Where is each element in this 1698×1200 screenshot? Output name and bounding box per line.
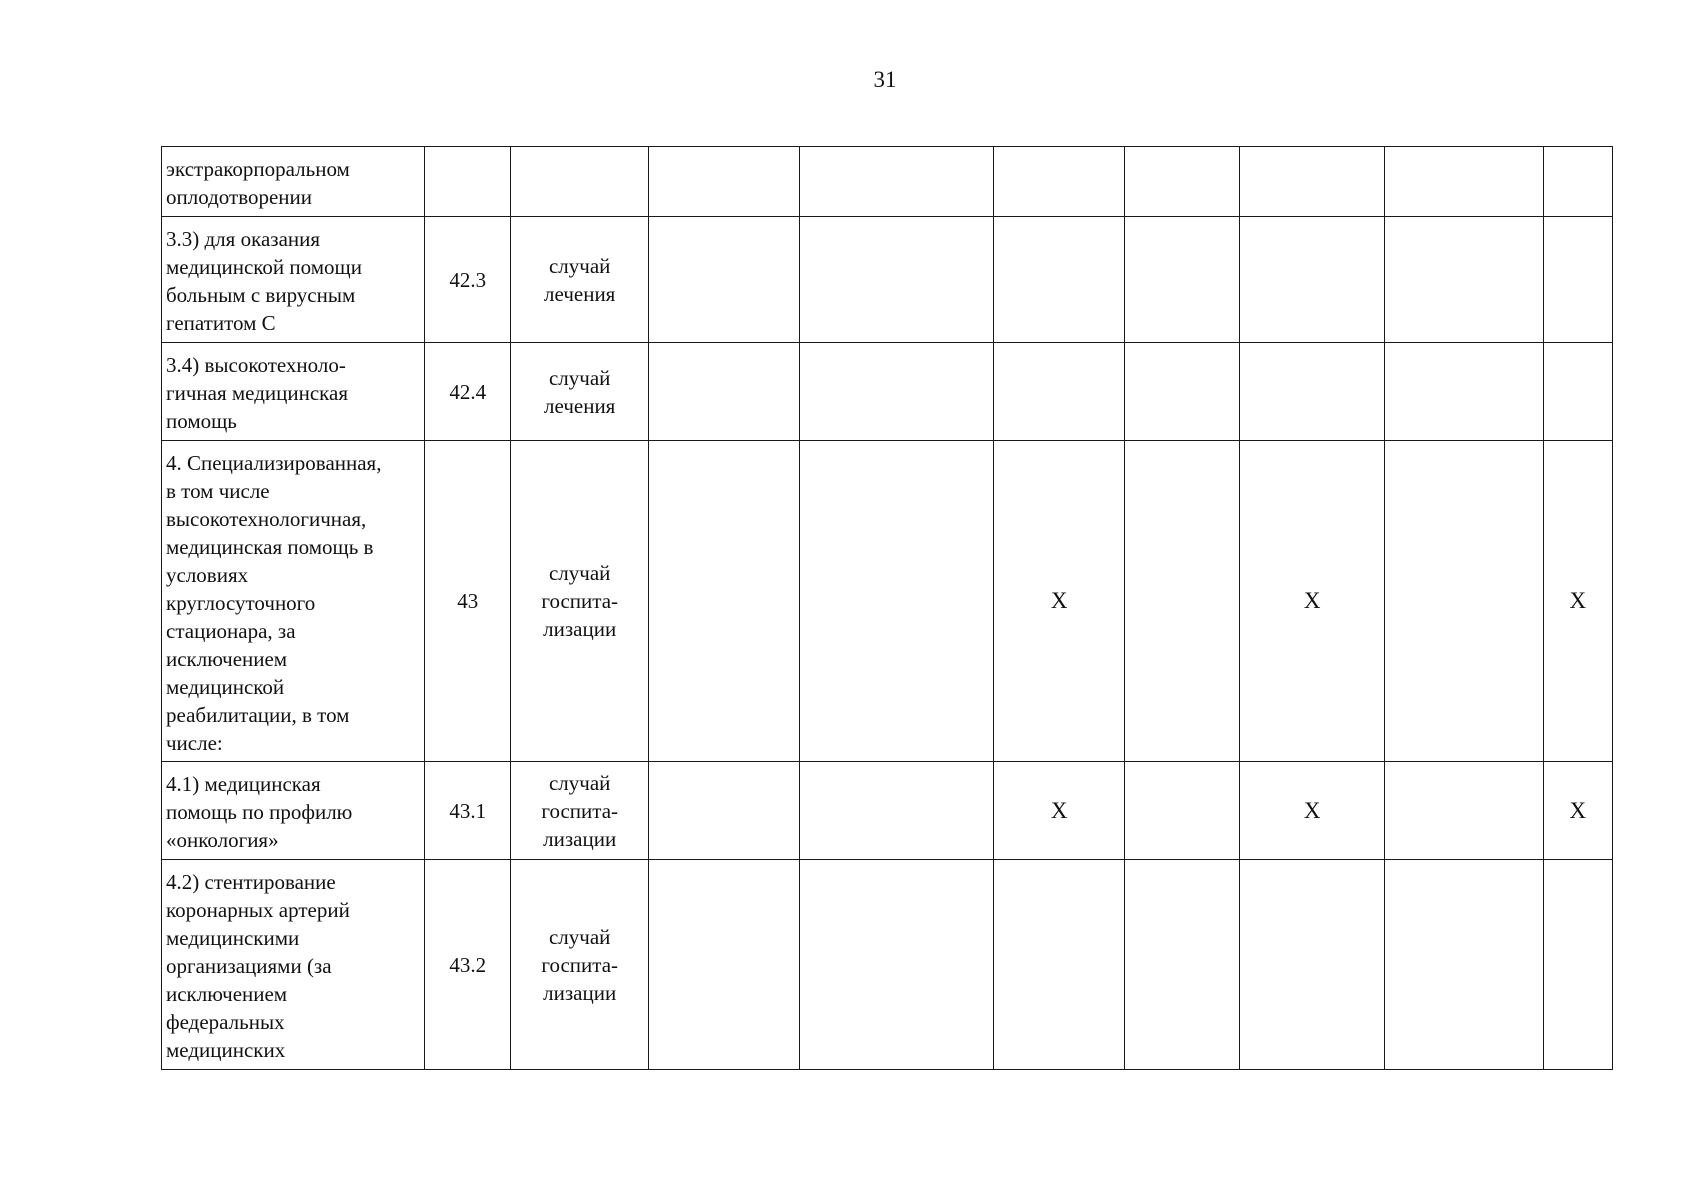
unit-line: случай xyxy=(548,253,611,278)
row-label-cell xyxy=(162,147,425,217)
value-cell xyxy=(1124,860,1239,1070)
unit-line: случай xyxy=(548,365,611,390)
code-cell: 43 xyxy=(425,441,511,762)
label-line: оплодотворении xyxy=(166,185,313,209)
unit-cell xyxy=(511,762,649,860)
label-line: условиях xyxy=(166,563,249,587)
label-line: коронарных артерий xyxy=(166,898,350,922)
x-mark-cell: X xyxy=(1240,441,1385,762)
value-cell xyxy=(1240,343,1385,441)
unit-cell xyxy=(511,343,649,441)
label-line: медицинская помощь в xyxy=(166,535,374,559)
value-cell xyxy=(1384,860,1543,1070)
label-line: в том числе xyxy=(166,479,270,503)
page-number: 31 xyxy=(873,67,897,92)
value-cell xyxy=(1124,343,1239,441)
table-row xyxy=(162,860,1613,1070)
label-line: 4.2) стентирование xyxy=(166,870,336,894)
value-cell xyxy=(994,343,1125,441)
label-line: федеральных xyxy=(166,1010,285,1034)
value-cell xyxy=(799,343,994,441)
row-label-cell xyxy=(162,343,425,441)
x-mark-cell: X xyxy=(1543,441,1612,762)
value-cell xyxy=(1384,343,1543,441)
value-cell xyxy=(994,217,1125,343)
label-line: медицинскими xyxy=(166,926,300,950)
value-cell xyxy=(1384,441,1543,762)
label-line: 4.1) медицинская xyxy=(166,772,321,796)
label-line: гичная медицинская xyxy=(166,381,349,405)
value-cell xyxy=(1124,217,1239,343)
value-cell xyxy=(1240,217,1385,343)
label-line: организациями (за xyxy=(166,954,332,978)
unit-line: лечения xyxy=(544,393,616,418)
label-line: медицинской помощи xyxy=(166,255,362,279)
value-cell xyxy=(1124,147,1239,217)
unit-line: лечения xyxy=(544,281,616,306)
value-cell xyxy=(648,441,799,762)
x-mark-cell: X xyxy=(1543,762,1612,860)
row-label-cell xyxy=(162,860,425,1070)
label-line: помощь по профилю xyxy=(166,800,353,824)
label-line: «онкология» xyxy=(166,828,279,852)
unit-cell xyxy=(511,147,649,217)
label-line: реабилитации, в том xyxy=(166,703,350,727)
data-table xyxy=(161,146,1613,1070)
unit-line: случай xyxy=(548,561,611,585)
value-cell xyxy=(799,762,994,860)
unit-line: случай xyxy=(548,924,611,949)
unit-line: лизации xyxy=(543,617,617,641)
row-label-cell xyxy=(162,441,425,762)
label-line: числе: xyxy=(166,731,223,755)
unit-line: лизации xyxy=(543,980,617,1005)
value-cell xyxy=(1240,147,1385,217)
unit-line: госпита- xyxy=(541,952,619,977)
code-cell: 42.4 xyxy=(425,343,511,441)
value-cell xyxy=(1543,217,1612,343)
table-row xyxy=(162,762,1613,860)
value-cell xyxy=(648,762,799,860)
label-line: экстракорпоральном xyxy=(166,157,350,181)
value-cell xyxy=(799,217,994,343)
value-cell xyxy=(1543,147,1612,217)
value-cell xyxy=(648,343,799,441)
value-cell xyxy=(799,441,994,762)
value-cell xyxy=(1384,217,1543,343)
value-cell xyxy=(648,147,799,217)
label-line: больным с вирусным xyxy=(166,283,356,307)
value-cell xyxy=(1384,762,1543,860)
table-body xyxy=(162,147,1613,1070)
label-line: 4. Специализированная, xyxy=(166,451,382,475)
value-cell xyxy=(799,860,994,1070)
label-line: медицинских xyxy=(166,1038,286,1062)
value-cell xyxy=(1124,762,1239,860)
table-row xyxy=(162,217,1613,343)
value-cell xyxy=(1543,860,1612,1070)
unit-line: госпита- xyxy=(541,798,619,823)
value-cell xyxy=(1240,860,1385,1070)
table-row xyxy=(162,343,1613,441)
value-cell xyxy=(994,860,1125,1070)
unit-cell xyxy=(511,441,649,762)
label-line: исключением xyxy=(166,647,288,671)
label-line: медицинской xyxy=(166,675,285,699)
x-mark-cell: X xyxy=(994,762,1125,860)
value-cell xyxy=(994,147,1125,217)
code-cell: 42.3 xyxy=(425,217,511,343)
row-label-cell xyxy=(162,762,425,860)
unit-line: лизации xyxy=(543,826,617,851)
unit-line: случай xyxy=(548,770,611,795)
row-label-cell xyxy=(162,217,425,343)
value-cell xyxy=(648,217,799,343)
table-row xyxy=(162,441,1613,762)
x-mark-cell: X xyxy=(1240,762,1385,860)
value-cell xyxy=(1384,147,1543,217)
label-line: круглосуточного xyxy=(166,591,316,615)
label-line: высокотехнологичная, xyxy=(166,507,367,531)
value-cell xyxy=(1124,441,1239,762)
label-line: стационара, за xyxy=(166,619,296,643)
label-line: 3.3) для оказания xyxy=(166,227,321,251)
value-cell xyxy=(648,860,799,1070)
code-cell xyxy=(425,147,511,217)
label-line: 3.4) высокотехноло- xyxy=(166,353,346,377)
code-cell: 43.1 xyxy=(425,762,511,860)
code-cell: 43.2 xyxy=(425,860,511,1070)
x-mark-cell: X xyxy=(994,441,1125,762)
table-row xyxy=(162,147,1613,217)
value-cell xyxy=(1543,343,1612,441)
unit-line: госпита- xyxy=(541,589,619,613)
unit-cell xyxy=(511,217,649,343)
unit-cell xyxy=(511,860,649,1070)
label-line: гепатитом С xyxy=(166,311,276,335)
label-line: исключением xyxy=(166,982,288,1006)
value-cell xyxy=(799,147,994,217)
label-line: помощь xyxy=(166,409,237,433)
